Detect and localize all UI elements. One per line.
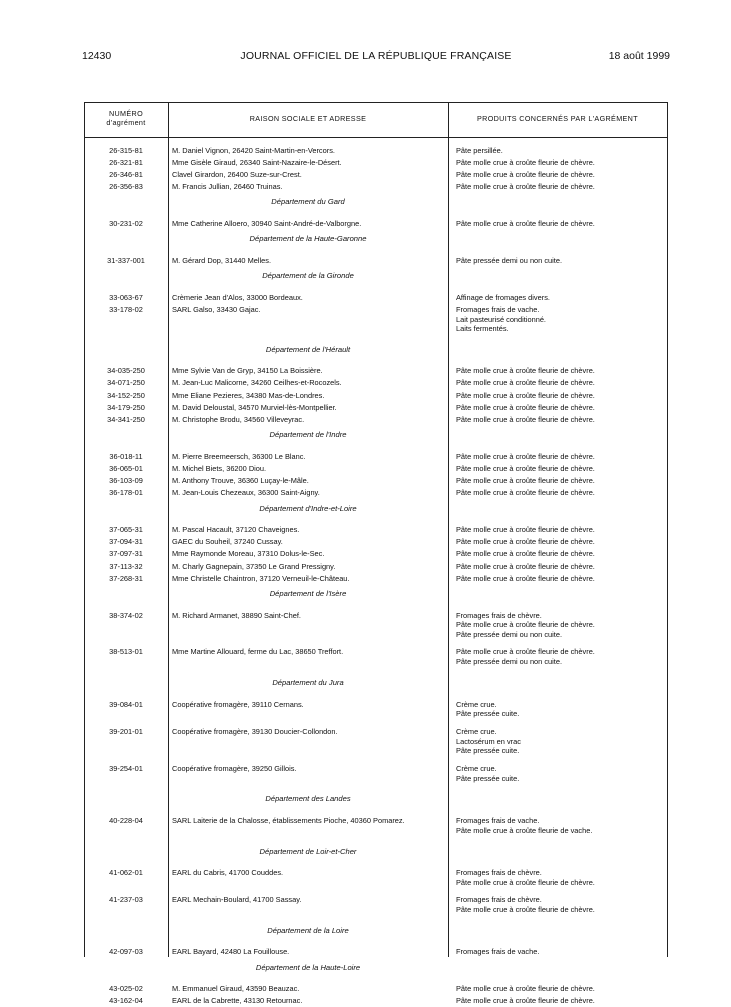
company-name-address: M. Michel Biets, 36200 Diou. (172, 463, 267, 473)
company-name-address: M. Jean-Louis Chezeaux, 36300 Saint-Aigny. (172, 488, 320, 498)
table-row (84, 463, 667, 475)
approval-number: 37-094-31 (109, 537, 143, 547)
company-name-address: Coopérative fromagère, 39110 Cernans. (172, 699, 304, 709)
approved-product: Pâte molle crue à croûte fleurie de chèvre. (456, 451, 595, 461)
product-line (84, 657, 667, 667)
company-name-address: EARL du Cabris, 41700 Couddes. (172, 867, 284, 877)
product-line (84, 630, 667, 640)
department-heading: Département de l'Isère (269, 589, 347, 599)
table-row (84, 157, 667, 169)
company-name-address: Mme Martine Allouard, ferme du Lac, 38650 Treffort. (172, 647, 344, 657)
approved-product: Pâte molle crue à croûte fleurie de chèvre. (456, 218, 595, 228)
approval-number: 30-231-02 (109, 218, 143, 228)
approved-product: Pâte pressée cuite. (456, 746, 520, 756)
approved-product: Fromages frais de vache. (456, 947, 540, 957)
approved-product: Pâte pressée demi ou non cuite. (456, 657, 562, 667)
company-name-address: Mme Eliane Pezieres, 34380 Mas-de-Londres. (172, 390, 325, 400)
approval-number: 34-179-250 (107, 402, 145, 412)
approval-number: 43-025-02 (109, 984, 143, 994)
approval-number: 38-374-02 (109, 610, 143, 620)
col-header-number (84, 110, 168, 127)
approved-product: Pâte molle crue à croûte fleurie de chèvre. (456, 620, 595, 630)
approved-product: Pâte molle crue à croûte fleurie de chèvre. (456, 366, 595, 376)
table-row (84, 402, 667, 414)
approved-product: Pâte molle crue à croûte fleurie de chèvre. (456, 157, 595, 167)
approval-number: 37-065-31 (109, 525, 143, 535)
company-name-address: Crèmerie Jean d'Alos, 33000 Bordeaux. (172, 292, 303, 302)
department-heading: Département d'Indre-et-Loire (259, 503, 357, 513)
table-row (84, 181, 667, 193)
approval-number: 36-018-11 (109, 451, 143, 461)
approved-product: Pâte molle crue à croûte fleurie de chèvre. (456, 169, 595, 179)
approved-product: Pâte persillée. (456, 145, 503, 155)
table-row (84, 218, 667, 230)
approved-product: Lait pasteurisé conditionné. (456, 314, 546, 324)
approval-number: 39-201-01 (109, 726, 143, 736)
approved-product: Pâte pressée cuite. (456, 773, 520, 783)
approved-product: Affinage de fromages divers. (456, 292, 550, 302)
table-row (84, 255, 667, 267)
department-heading: Département de Loir-et-Cher (259, 846, 357, 856)
approved-product: Pâte molle crue à croûte fleurie de chèvre. (456, 996, 595, 1006)
approval-number: 41-237-03 (109, 895, 143, 905)
product-line (84, 737, 667, 747)
approved-product: Pâte molle crue à croûte fleurie de chèvre. (456, 402, 595, 412)
approved-product: Pâte molle crue à croûte fleurie de chèvre. (456, 414, 595, 424)
product-line (84, 620, 667, 630)
approval-number: 39-084-01 (109, 699, 143, 709)
approved-product: Pâte molle crue à croûte fleurie de chèvre. (456, 573, 595, 583)
approval-number: 42-097-03 (109, 947, 143, 957)
company-name-address: Mme Raymonde Moreau, 37310 Dolus-le-Sec. (172, 549, 325, 559)
approval-number: 36-178-01 (109, 488, 143, 498)
company-name-address: SARL Galso, 33430 Gajac. (172, 304, 261, 314)
approval-number: 33-063-67 (109, 292, 143, 302)
table-row (84, 414, 667, 426)
table-header-rule (84, 137, 667, 138)
approval-number: 41-062-01 (109, 867, 143, 877)
department-heading: Département de l'Hérault (265, 344, 351, 354)
company-name-address: Mme Sylvie Van de Gryp, 34150 La Boissière. (172, 366, 323, 376)
company-name-address: M. Francis Jullian, 26460 Truinas. (172, 181, 283, 191)
approval-number: 40-228-04 (109, 815, 143, 825)
publication-date: 18 août 1999 (608, 50, 670, 62)
approved-product: Fromages frais de vache. (456, 304, 540, 314)
company-name-address: M. Charly Gagnepain, 37350 Le Grand Pressigny. (172, 561, 336, 571)
approved-product: Fromages frais de chèvre. (456, 867, 542, 877)
col-header-number-line1: NUMÉRO (108, 109, 144, 118)
approved-product: Pâte pressée cuite. (456, 709, 520, 719)
table-row (84, 145, 667, 157)
journal-title: JOURNAL OFFICIEL DE LA RÉPUBLIQUE FRANÇAISE (240, 50, 512, 62)
approval-number: 34-035-250 (107, 366, 145, 376)
company-name-address: Mme Christelle Chaintron, 37120 Verneuil-le-Château. (172, 573, 350, 583)
product-line (84, 905, 667, 915)
approval-number: 34-341-250 (107, 414, 145, 424)
company-name-address: Coopérative fromagère, 39130 Doucier-Collondon. (172, 726, 338, 736)
company-name-address: EARL Mechain-Boulard, 41700 Sassay. (172, 895, 302, 905)
table-right-rule (667, 102, 668, 957)
approval-number: 34-071-250 (107, 378, 145, 388)
approval-number: 26-346-81 (109, 169, 143, 179)
department-heading: Département de l'Indre (269, 430, 347, 440)
table-row (84, 995, 667, 1007)
approved-product: Pâte molle crue à croûte fleurie de chèvre. (456, 476, 595, 486)
approved-product: Pâte molle crue à croûte fleurie de chèvre. (456, 525, 595, 535)
company-name-address: M. Daniel Vignon, 26420 Saint-Martin-en-Vercors. (172, 145, 335, 155)
table-row (84, 169, 667, 181)
department-heading: Département du Jura (272, 678, 344, 688)
table-row (84, 292, 667, 304)
approval-number: 26-321-81 (109, 157, 143, 167)
product-line (84, 774, 667, 784)
company-name-address: SARL Laiterie de la Chalosse, établissements Pioche, 40360 Pomarez. (172, 815, 405, 825)
product-line (84, 826, 667, 836)
table-row (84, 983, 667, 995)
department-heading: Département de la Loire (267, 925, 349, 935)
department-heading: Département des Landes (265, 794, 351, 804)
table-row (84, 524, 667, 536)
department-heading: Département de la Haute-Loire (255, 962, 361, 972)
approved-product: Pâte molle crue à croûte fleurie de chèvre. (456, 463, 595, 473)
approved-product: Pâte pressée demi ou non cuite. (456, 630, 562, 639)
product-line (84, 746, 667, 756)
table-row (84, 946, 667, 958)
approval-number: 37-113-32 (109, 561, 143, 571)
table-top-rule (84, 102, 667, 103)
approved-product: Pâte molle crue à croûte fleurie de chèvre. (456, 561, 595, 571)
approval-table (84, 102, 667, 1006)
company-name-address: M. Emmanuel Giraud, 43590 Beauzac. (172, 984, 300, 994)
approved-product: Pâte pressée demi ou non cuite. (456, 255, 562, 265)
company-name-address: M. David Deloustal, 34570 Murviel-lès-Montpellier. (172, 402, 337, 412)
page-number: 12430 (82, 50, 112, 62)
col-header-number-line2: d'agrément (106, 117, 146, 127)
approval-number: 37-097-31 (109, 549, 143, 559)
approval-number: 31-337-001 (107, 255, 145, 265)
approved-product: Pâte molle crue à croûte fleurie de chèvre. (456, 984, 595, 994)
approval-number: 36-065-01 (109, 463, 143, 473)
product-line (84, 878, 667, 888)
approved-product: Pâte molle crue à croûte fleurie de chèvre. (456, 378, 595, 388)
table-row (84, 548, 667, 560)
department-heading: Département de la Gironde (262, 271, 354, 281)
page-header (82, 50, 670, 66)
company-name-address: Coopérative fromagère, 39250 Gillois. (172, 763, 297, 773)
approved-product: Crème crue. (456, 699, 497, 709)
table-row (84, 475, 667, 487)
approval-number: 39-254-01 (109, 763, 143, 773)
approved-product: Pâte molle crue à croûte fleurie de vache. (456, 825, 593, 835)
approval-number: 36-103-09 (109, 476, 143, 486)
approval-number: 33-178-02 (109, 304, 143, 314)
approval-number: 43-162-04 (109, 996, 143, 1006)
company-name-address: Clavel Girardon, 26400 Suze-sur-Crest. (172, 169, 302, 179)
approved-product: Pâte molle crue à croûte fleurie de chèvre. (456, 905, 595, 915)
company-name-address: Mme Catherine Alloero, 30940 Saint-André-de-Valborgne. (172, 218, 362, 228)
company-name-address: M. Pierre Breemeersch, 36300 Le Blanc. (172, 451, 306, 461)
table-row (84, 487, 667, 499)
table-row (84, 451, 667, 463)
product-line (84, 315, 667, 325)
table-row (84, 573, 667, 585)
approved-product: Lactosérum en vrac (456, 736, 521, 746)
approved-product: Pâte molle crue à croûte fleurie de chèvre. (456, 549, 595, 559)
approved-product: Fromages frais de vache. (456, 815, 540, 825)
approval-number: 34-152-250 (107, 390, 145, 400)
approved-product: Pâte molle crue à croûte fleurie de chèvre. (456, 647, 595, 657)
table-row (84, 536, 667, 548)
company-name-address: M. Jean-Luc Malicorne, 34260 Ceilhes-et-Rocozels. (172, 378, 342, 388)
approved-product: Fromages frais de chèvre. (456, 610, 542, 620)
approved-product: Crème crue. (456, 726, 497, 736)
company-name-address: Mme Gisèle Giraud, 26340 Saint-Nazaire-le-Désert. (172, 157, 342, 167)
table-row (84, 390, 667, 402)
department-heading: Département de la Haute-Garonne (249, 234, 367, 244)
company-name-address: M. Richard Armanet, 38890 Saint-Chef. (172, 610, 301, 620)
company-name-address: M. Anthony Trouve, 36360 Luçay-le-Mâle. (172, 476, 309, 486)
approved-product: Fromages frais de chèvre. (456, 895, 542, 905)
approved-product: Pâte molle crue à croûte fleurie de chèvre. (456, 488, 595, 498)
approval-number: 26-315-81 (109, 145, 143, 155)
approved-product: Pâte molle crue à croûte fleurie de chèvre. (456, 390, 595, 400)
company-name-address: M. Pascal Hacault, 37120 Chaveignes. (172, 525, 300, 535)
company-name-address: EARL Bayard, 42480 La Fouillouse. (172, 947, 290, 957)
table-row (84, 377, 667, 389)
approved-product: Crème crue. (456, 763, 497, 773)
table-row (84, 365, 667, 377)
company-name-address: M. Gérard Dop, 31440 Melles. (172, 255, 271, 265)
table-row (84, 561, 667, 573)
approved-product: Pâte molle crue à croûte fleurie de chèvre. (456, 181, 595, 191)
approval-number: 38-513-01 (109, 647, 143, 657)
company-name-address: M. Christophe Brodu, 34560 Villeveyrac. (172, 414, 305, 424)
product-line (84, 709, 667, 719)
product-line (84, 324, 667, 334)
approval-number: 37-268-31 (109, 573, 143, 583)
company-name-address: GAEC du Souheil, 37240 Cussay. (172, 537, 283, 547)
col-header-name: RAISON SOCIALE ET ADRESSE (249, 114, 367, 123)
approved-product: Laits fermentés. (456, 324, 509, 334)
department-heading: Département du Gard (271, 197, 345, 207)
col-header-products: PRODUITS CONCERNÉS PAR L'AGRÉMENT (477, 114, 638, 123)
company-name-address: EARL de la Cabrette, 43130 Retournac. (172, 996, 303, 1006)
approved-product: Pâte molle crue à croûte fleurie de chèvre. (456, 537, 595, 547)
approval-number: 26-356-83 (109, 181, 143, 191)
approved-product: Pâte molle crue à croûte fleurie de chèvre. (456, 877, 595, 887)
